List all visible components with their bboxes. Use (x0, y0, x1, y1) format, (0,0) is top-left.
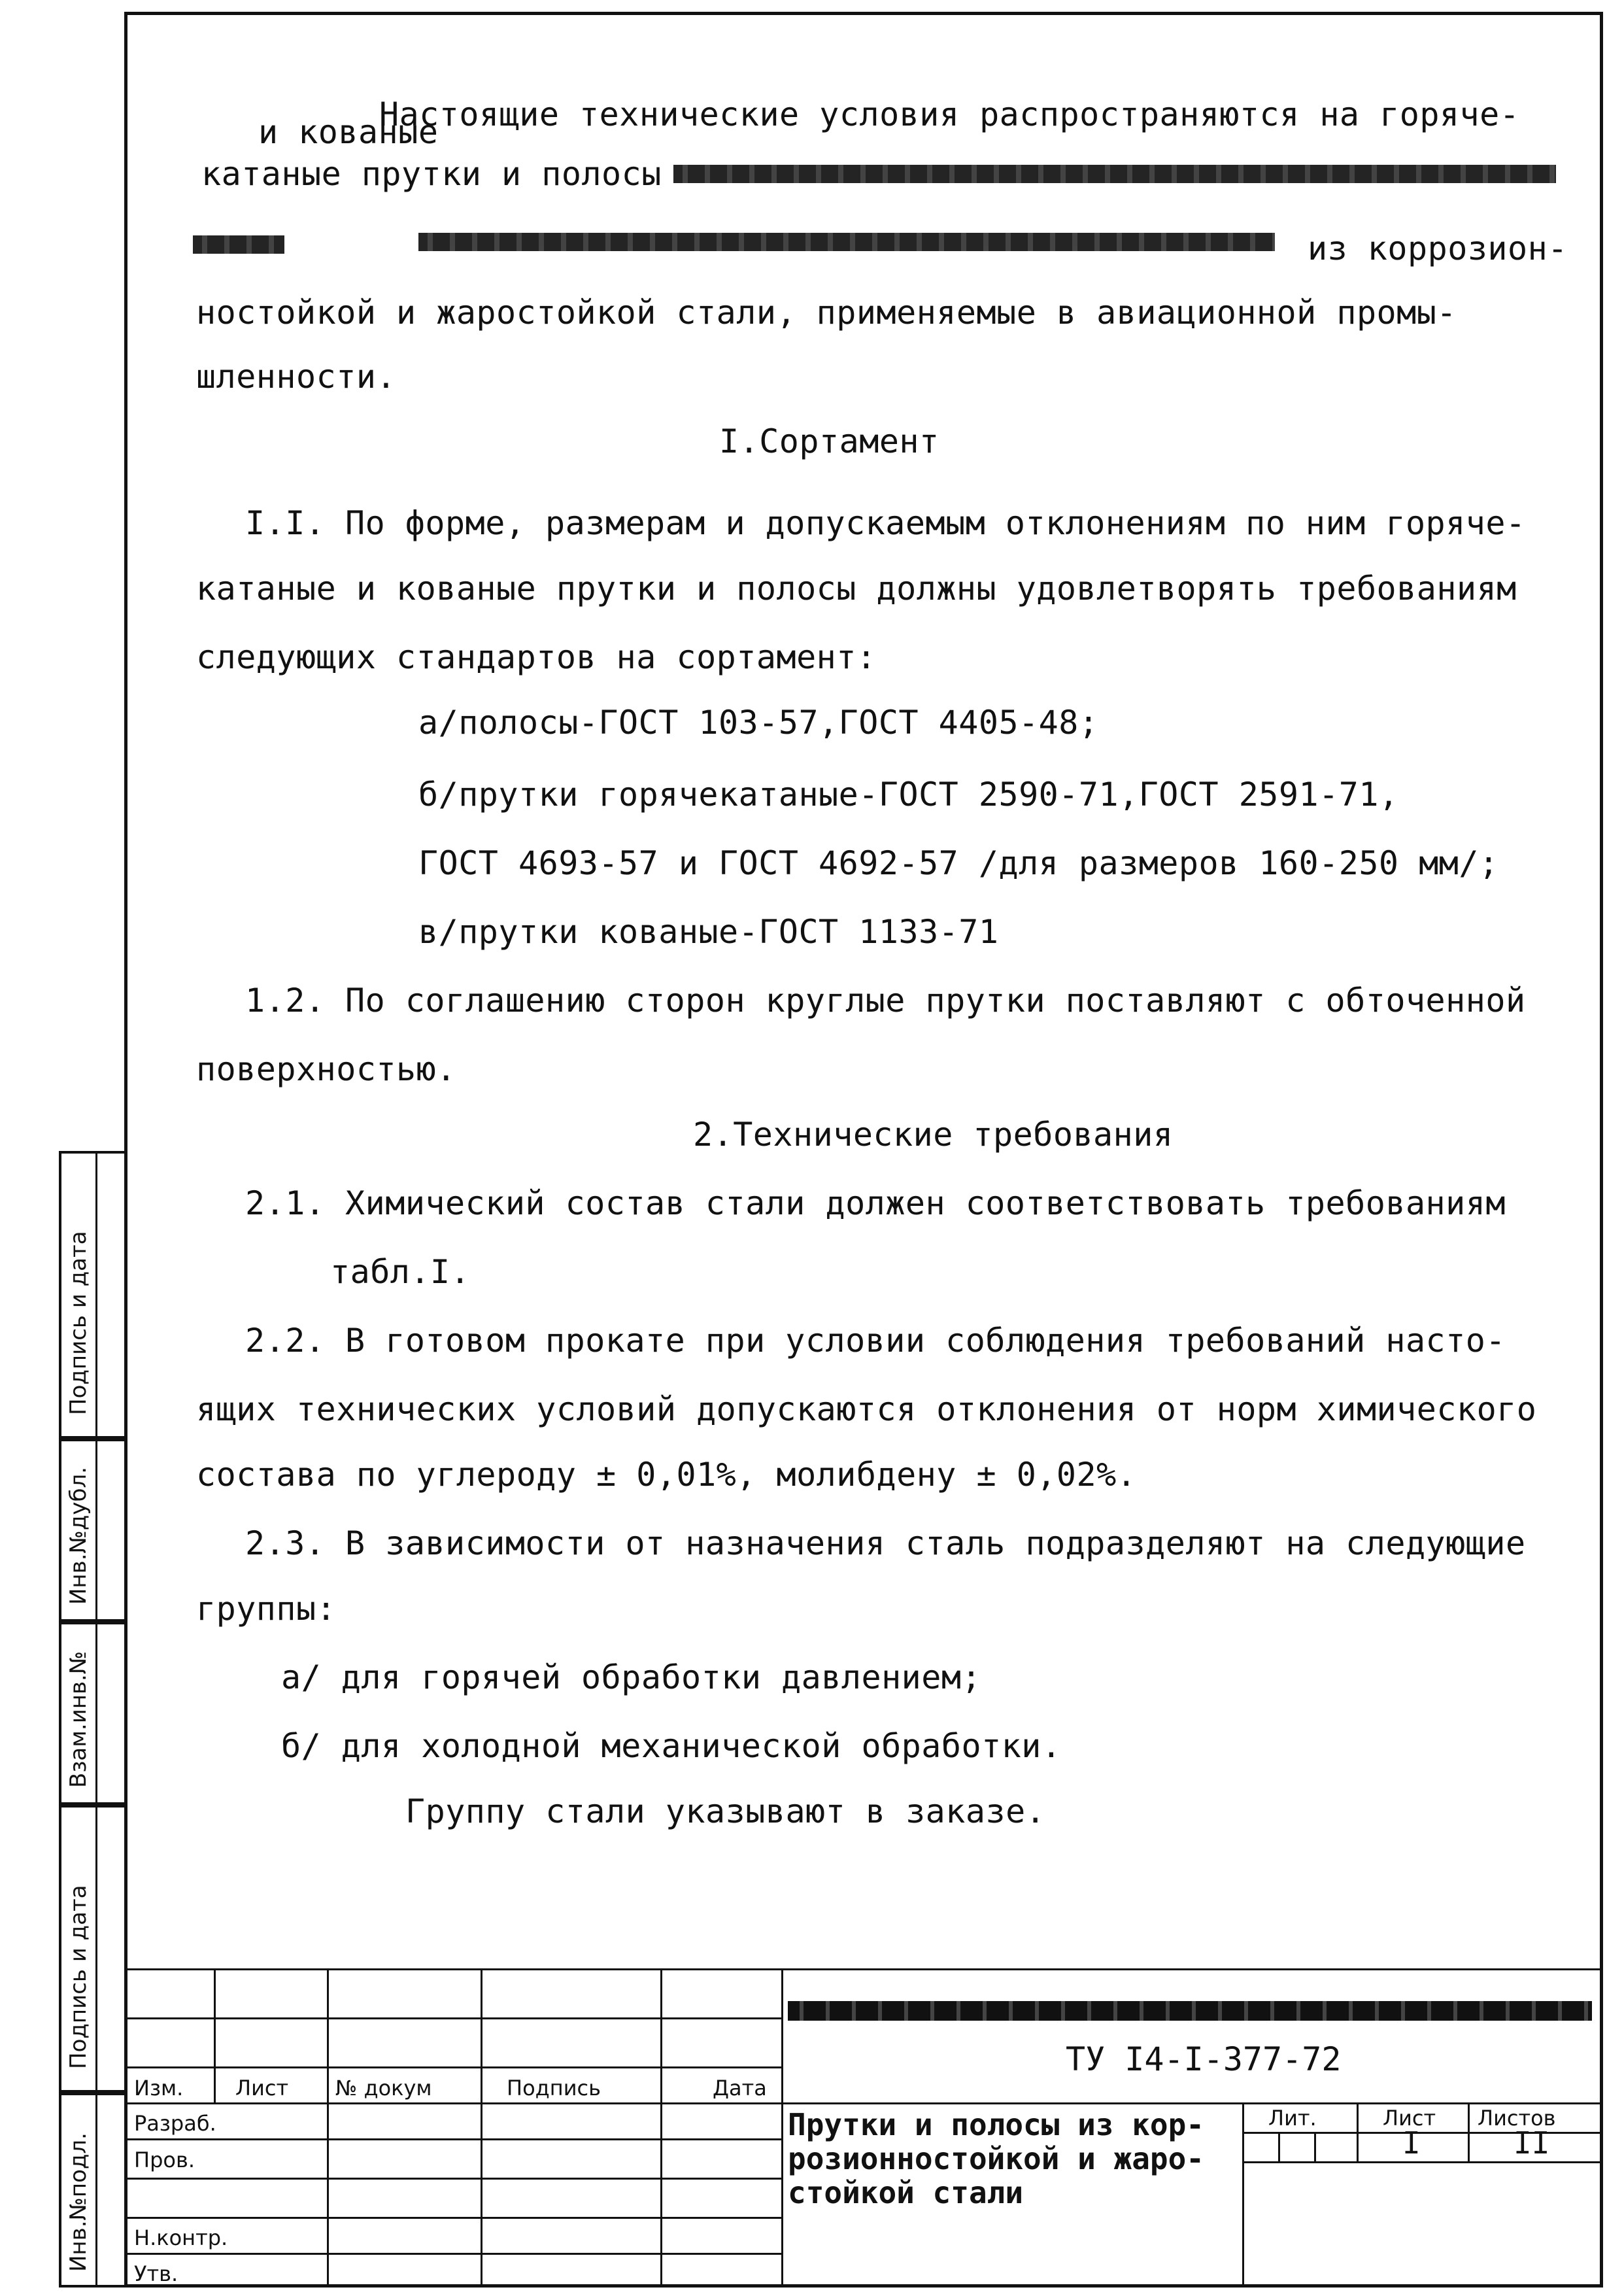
organization-stamp (788, 2001, 1592, 2021)
tb-sheet-label: Лист (1383, 2106, 1436, 2131)
s1-p2-line1: 1.2. По соглашению сторон круглые прутки поставляют с обточенной (245, 982, 1526, 1019)
s1-list-b1: б/прутки горячекатаные-ГОСТ 2590-71,ГОСТ 2591-71, (418, 776, 1399, 814)
document-title: Прутки и полосы из кор- розионностойкой и жаро- стойкой стали (788, 2107, 1204, 2210)
tb-row-nkontr: Н.контр. (134, 2225, 228, 2250)
tb-row-utv: Утв. (134, 2261, 178, 2286)
s2-p1-line1: 2.1. Химический состав стали должен соответствовать требованиям (245, 1184, 1506, 1222)
s2-p2-line3: состава по углероду ± 0,01%, молибдену ± 0,02%. (196, 1456, 1137, 1494)
intro-line-4: ностойкой и жаростойкой стали, применяемые в авиационной промы- (196, 294, 1457, 332)
side-stamp-4 (59, 1805, 124, 2093)
side-stamp-2 (59, 1439, 124, 1622)
side-stamp-4-label: Подпись и дата (65, 1885, 92, 2069)
s2-item-b: б/ для холодной механической обработки. (281, 1727, 1062, 1765)
s1-p1-line3: следующих стандартов на сортамент: (196, 638, 877, 676)
tb-col-date: Дата (713, 2076, 767, 2100)
s1-list-b2: ГОСТ 4693-57 и ГОСТ 4692-57 /для размеров 160-250 мм/; (418, 844, 1499, 882)
tb-sheet-value: I (1402, 2125, 1421, 2161)
struck-text-2 (193, 235, 284, 254)
tb-lit-label: Лит. (1268, 2106, 1317, 2131)
s2-item-a: а/ для горячей обработки давлением; (281, 1658, 982, 1696)
side-stamp-5-label: Инв.№подл. (65, 2133, 92, 2272)
intro-line-1: Настоящие технические условия распространяются на горяче- (379, 95, 1520, 133)
intro-line-5: шленности. (196, 358, 397, 396)
s1-p1-line1: I.I. По форме, размерам и допускаемым отклонениям по ним горяче- (245, 504, 1526, 542)
intro-line-3-end: из коррозион- (1308, 230, 1568, 267)
side-stamp-1 (59, 1151, 124, 1439)
tb-col-list: Лист (235, 2076, 289, 2100)
s1-list-c: в/прутки кованые-ГОСТ 1133-71 (418, 913, 999, 951)
side-stamp-1-label: Подпись и дата (65, 1231, 92, 1415)
side-stamp-3-label: Взам.инв.№ (65, 1651, 92, 1788)
s2-p3-line1: 2.3. В зависимости от назначения сталь подразделяют на следующие (245, 1524, 1526, 1562)
tb-row-prov: Пров. (134, 2148, 195, 2172)
tb-sheets-label: Листов (1478, 2106, 1556, 2131)
intro-overlay-words: и кованые (258, 113, 439, 151)
document-code: ТУ I4-I-377-72 (1066, 2040, 1342, 2078)
struck-text-1 (673, 165, 1556, 183)
s2-p2-line2: ящих технических условий допускаются отклонения от норм химического (196, 1390, 1537, 1428)
side-stamp-3 (59, 1622, 124, 1805)
s1-list-a: а/полосы-ГОСТ 103-57,ГОСТ 4405-48; (418, 704, 1099, 742)
side-stamp-5 (59, 2093, 124, 2287)
side-stamp-2-label: Инв.№дубл. (65, 1466, 92, 1605)
s2-p1-line2: табл.I. (330, 1253, 471, 1291)
tb-sheets-value: II (1514, 2125, 1550, 2161)
s2-p2-line1: 2.2. В готовом прокате при условии соблюдения требований насто- (245, 1322, 1506, 1360)
s1-p2-line2: поверхностью. (196, 1050, 456, 1088)
section2-heading: 2.Технические требования (693, 1116, 1174, 1154)
tb-col-sign: Подпись (507, 2076, 601, 2100)
tb-col-doc: № докум (335, 2076, 432, 2100)
s2-note: Группу стали указывают в заказе. (405, 1792, 1046, 1830)
s1-p1-line2: катаные и кованые прутки и полосы должны удовлетворять требованиям (196, 570, 1517, 608)
title-block (127, 1968, 1600, 2287)
tb-col-izm: Изм. (134, 2076, 184, 2100)
intro-line-2: катаные прутки и полосы (201, 155, 662, 193)
struck-text-3 (418, 233, 1275, 251)
tb-row-razrab: Разраб. (134, 2111, 216, 2136)
section1-heading: I.Сортамент (719, 422, 939, 460)
s2-p3-line2: группы: (196, 1590, 337, 1628)
